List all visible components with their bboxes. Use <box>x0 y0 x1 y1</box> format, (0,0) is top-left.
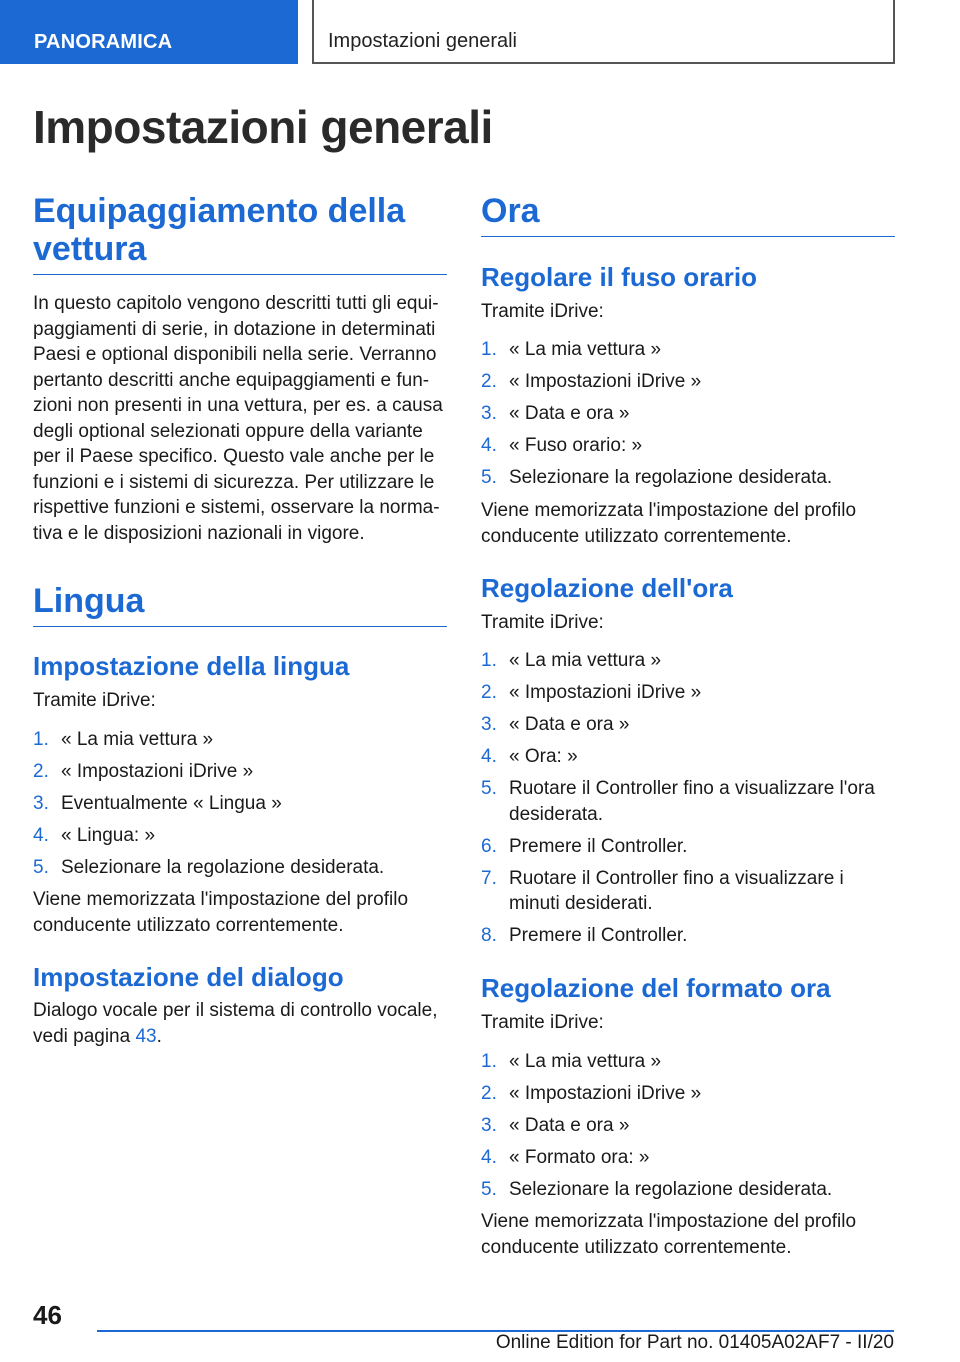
step-number: 6. <box>481 835 497 857</box>
step-number: 4. <box>481 1147 497 1168</box>
step-number: 1. <box>33 729 49 750</box>
step-text: « La mia vettura » <box>61 729 214 750</box>
heading-ora: Ora <box>481 192 895 237</box>
timezone-steps <box>481 337 895 497</box>
step-number: 4. <box>481 435 497 456</box>
step-text: « Formato ora: » <box>509 1147 650 1168</box>
list-item <box>481 648 895 674</box>
step-text: « Data e ora » <box>509 714 630 735</box>
list-item <box>481 369 895 395</box>
list-item <box>481 923 895 949</box>
list-item <box>481 712 895 738</box>
dialog-paragraph <box>33 998 447 1049</box>
list-item <box>481 834 895 860</box>
chapter-title-tab: Impostazioni generali <box>312 0 895 64</box>
subheading-dialog-setting: Impostazione del dialogo <box>33 962 344 992</box>
step-text: Premere il Controller. <box>509 835 688 857</box>
subheading-timezone: Regolare il fuso orario <box>481 262 757 292</box>
step-text: « Impostazioni iDrive » <box>509 682 702 703</box>
time-adjust-intro: Tramite iDrive: <box>481 612 604 633</box>
top-header <box>0 0 960 66</box>
step-number: 3. <box>481 403 497 424</box>
list-item <box>481 1145 895 1171</box>
step-number: 2. <box>33 761 49 782</box>
step-text: « La mia vettura » <box>509 1051 662 1072</box>
step-text: « Impostazioni iDrive » <box>61 761 254 782</box>
list-item <box>481 337 895 363</box>
step-number: 1. <box>481 650 497 671</box>
step-text: « La mia vettura » <box>509 339 662 360</box>
step-number: 5. <box>481 1179 497 1200</box>
step-number: 5. <box>481 467 497 488</box>
list-item <box>481 1177 895 1203</box>
step-text: Ruotare il Controller fino a visualizzare i minuti desiderati. <box>509 867 844 914</box>
time-format-intro: Tramite iDrive: <box>481 1012 604 1033</box>
step-text: Ruotare il Controller fino a visualizzare l'ora desiderata. <box>509 778 875 825</box>
step-number: 3. <box>33 793 49 814</box>
step-number: 4. <box>33 825 49 846</box>
section-tab[interactable]: PANORAMICA <box>0 0 298 64</box>
step-text: « La mia vettura » <box>509 650 662 671</box>
step-number: 2. <box>481 682 497 703</box>
step-number: 2. <box>481 1083 497 1104</box>
step-text: « Ora: » <box>509 746 578 767</box>
step-text: Eventualmente « Lingua » <box>61 793 282 814</box>
list-item <box>481 866 895 917</box>
dialog-text-end: . <box>156 1025 162 1047</box>
subheading-language-setting: Impostazione della lingua <box>33 651 350 681</box>
time-format-note: Viene memorizzata l'impostazione del profilo conducente utilizzato correntemente. <box>481 1211 857 1258</box>
step-number: 2. <box>481 371 497 392</box>
step-text: « Impostazioni iDrive » <box>509 371 702 392</box>
page-reference-link[interactable]: 43 <box>135 1025 157 1047</box>
heading-lingua: Lingua <box>33 582 447 627</box>
heading-equipaggiamento: Equipaggiamento della vettura <box>33 192 447 275</box>
timezone-note: Viene memorizzata l'impostazione del profilo conducente utilizzato correntemente. <box>481 500 857 547</box>
step-text: « Data e ora » <box>509 403 630 424</box>
list-item <box>33 791 447 817</box>
step-text: « Data e ora » <box>509 1115 630 1136</box>
step-text: Selezionare la regolazione desiderata. <box>61 857 385 878</box>
list-item <box>481 776 895 827</box>
page-number: 46 <box>33 1300 62 1330</box>
equipment-paragraph: In questo capitolo vengono descritti tutti gli equipaggiamenti di serie, in dotazione in determinati Paesi e optional disponibili nella serie. Verranno pertanto descritti anche equipaggiamenti e funzioni non presenti in una vettura, per es. a causa degli optional selezionati oppure della variante per il Paese specifico. Questo vale anche per le funzioni e i sistemi di sicurezza. Per utilizzare le rispettive funzioni e sistemi, osservare la normativa e le disposizioni nazionali in vigore. <box>33 293 443 544</box>
list-item <box>33 855 447 881</box>
step-number: 5. <box>33 857 49 878</box>
step-number: 8. <box>481 925 497 946</box>
timezone-intro: Tramite iDrive: <box>481 301 604 322</box>
page-title: Impostazioni generali <box>33 101 493 153</box>
language-intro: Tramite iDrive: <box>33 690 156 711</box>
step-text: Selezionare la regolazione desiderata. <box>509 467 833 488</box>
step-number: 3. <box>481 714 497 735</box>
list-item <box>481 1081 895 1107</box>
list-item <box>481 465 895 491</box>
time-adjust-steps <box>481 648 895 955</box>
step-number: 1. <box>481 1051 497 1072</box>
subheading-time-format: Regolazione del formato ora <box>481 973 831 1003</box>
time-format-steps <box>481 1049 895 1209</box>
step-number: 7. <box>481 867 497 889</box>
list-item <box>33 727 447 753</box>
step-text: « Fuso orario: » <box>509 435 643 456</box>
list-item <box>481 744 895 770</box>
step-text: Selezionare la regolazione desiderata. <box>509 1179 833 1200</box>
list-item <box>33 823 447 849</box>
language-steps <box>33 727 447 887</box>
step-text: « Impostazioni iDrive » <box>509 1083 702 1104</box>
subheading-time-adjust: Regolazione dell'ora <box>481 573 733 603</box>
step-text: Premere il Controller. <box>509 925 688 946</box>
list-item <box>481 1113 895 1139</box>
list-item <box>481 680 895 706</box>
dialog-text: Dialogo vocale per il sistema di controllo vocale, vedi pagina <box>33 1000 438 1047</box>
edition-footer: Online Edition for Part no. 01405A02AF7 - II/20 <box>495 1332 894 1353</box>
step-text: « Lingua: » <box>61 825 156 846</box>
list-item <box>481 401 895 427</box>
language-note: Viene memorizzata l'impostazione del profilo conducente utilizzato correntemente. <box>33 889 409 936</box>
step-number: 3. <box>481 1115 497 1136</box>
list-item <box>481 1049 895 1075</box>
list-item <box>481 433 895 459</box>
step-number: 1. <box>481 339 497 360</box>
step-number: 4. <box>481 746 497 767</box>
list-item <box>33 759 447 785</box>
step-number: 5. <box>481 778 497 799</box>
